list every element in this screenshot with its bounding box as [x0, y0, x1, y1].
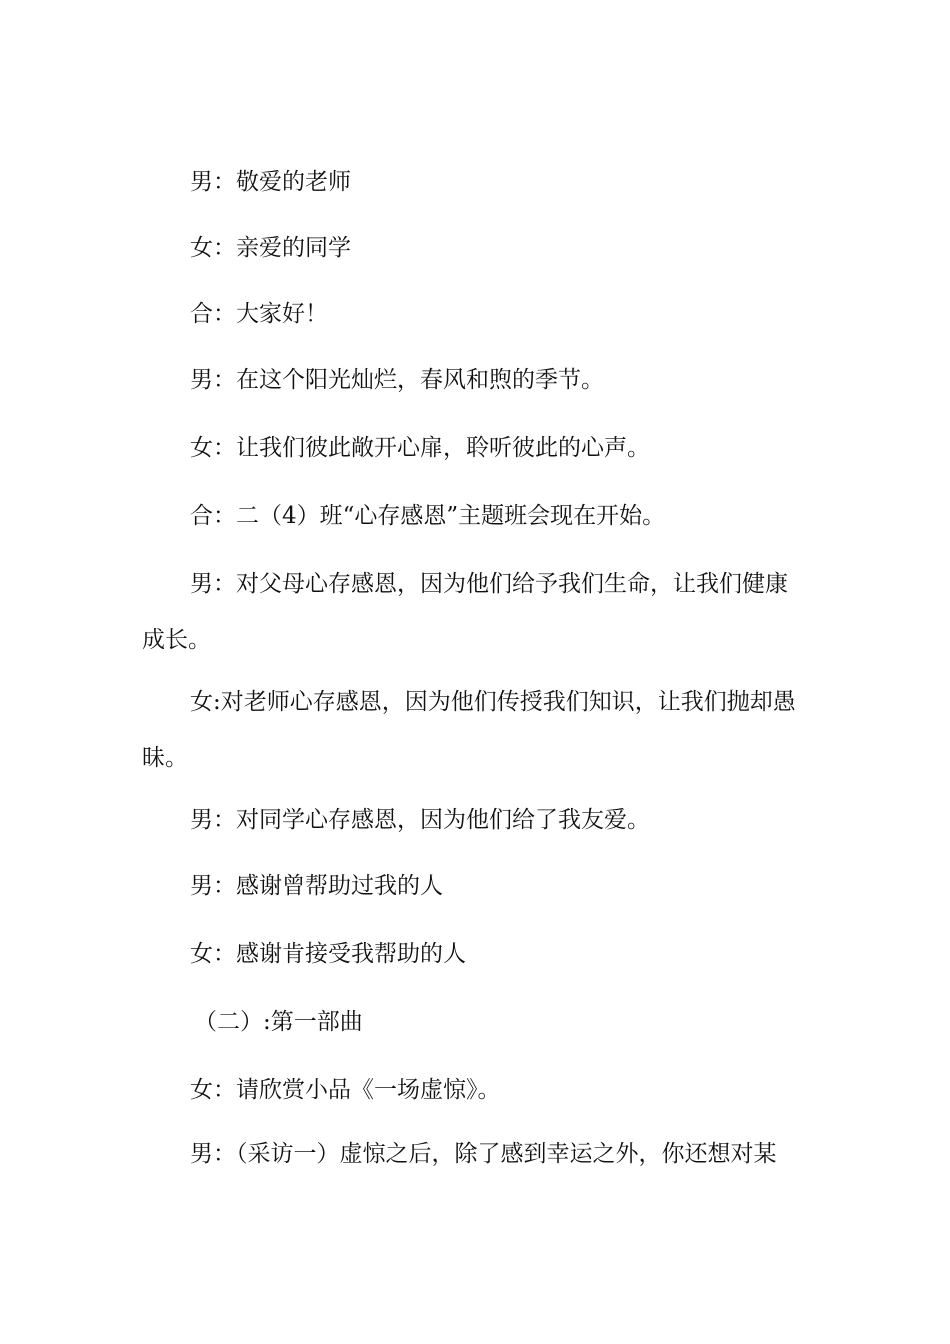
paragraph-11: 女：感谢肯接受我帮助的人 — [190, 941, 466, 967]
paragraph-2: 女：亲爱的同学 — [190, 235, 351, 261]
paragraph-12: 女：请欣赏小品《一场虚惊》。 — [190, 1077, 501, 1103]
paragraph-5: 女：让我们彼此敞开心扉，聆听彼此的心声。 — [190, 435, 650, 461]
paragraph-7: 男：对父母心存感恩，因为他们给予我们生命，让我们健康成长。 — [142, 571, 788, 653]
paragraph-4: 男：在这个阳光灿烂，春风和煦的季节。 — [190, 367, 604, 393]
section-heading: （二）:第一部曲 — [194, 1009, 363, 1035]
paragraph-10: 男：感谢曾帮助过我的人 — [190, 873, 443, 899]
paragraph-1: 男：敬爱的老师 — [190, 169, 351, 195]
paragraph-8: 女:对老师心存感恩，因为他们传授我们知识，让我们抛却愚昧。 — [142, 689, 796, 771]
paragraph-9: 男：对同学心存感恩，因为他们给了我友爱。 — [190, 807, 650, 833]
paragraph-6: 合：二（4）班“心存感恩”主题班会现在开始。 — [190, 503, 666, 529]
paragraph-3: 合：大家好！ — [190, 301, 328, 327]
paragraph-13: 男：（采访一）虚惊之后，除了感到幸运之外，你还想对某 — [190, 1141, 777, 1167]
